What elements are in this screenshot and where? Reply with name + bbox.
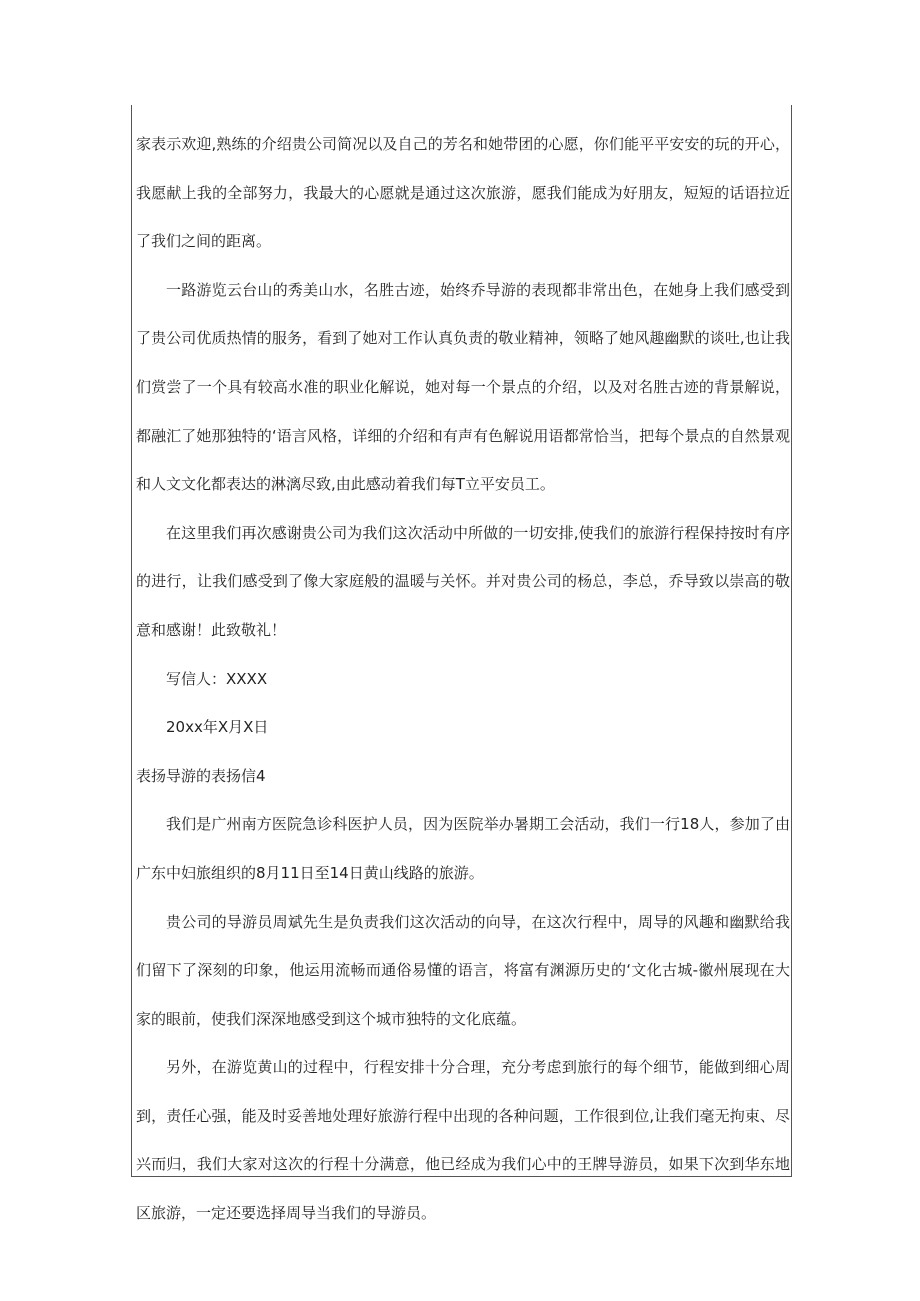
letter-signature: 写信人：XXXX xyxy=(166,669,268,688)
paragraph-tour-praise: 一路游览云台山的秀美山水，名胜古迹，始终乔导游的表现都非常出色，在她身上我们感受到了贵公司优质热情的服务，看到了她对工作认真负责的敬业精神，领略了她风趣幽默的谈吐,也让我们赏尝了一个具有较高水准的职业化解说，她对每一个景点的介绍，以及对名胜古迹的背景解说，都融汇了她那独特的‘语言风格，详细的介绍和有声有色解说用语都常恰当，把每个景点的自然景观和人文文化都表达的淋漓尽致,由此感动着我们每T立平安员工。 xyxy=(136,280,790,494)
letter-body xyxy=(136,120,790,1238)
section-heading: 表扬导游的表扬信4 xyxy=(136,766,266,785)
paragraph-guide: 贵公司的导游员周斌先生是负责我们这次活动的向导，在这次行程中，周导的风趣和幽默给我们留下了深刻的印象，他运用流畅而通俗易懂的语言，将富有渊源历史的‘文化古城-徽州展现在大家的眼前，使我们深深地感受到这个城市独特的文化底蕴。 xyxy=(136,912,790,1028)
paragraph-itinerary: 另外，在游览黄山的过程中，行程安排十分合理，充分考虑到旅行的每个细节，能做到细心周到，责任心强，能及时妥善地处理好旅游行程中出现的各种问题，工作很到位,让我们毫无拘束、尽兴而归，我们大家对这次的行程十分满意，他已经成为我们心中的王牌导游员，如果下次到华东地区旅游，一定还要选择周导当我们的导游员。 xyxy=(136,1058,790,1223)
paragraph-thanks: 在这里我们再次感谢贵公司为我们这次活动中所做的一切安排,使我们的旅游行程保持按时有序的进行，让我们感受到了像大家庭般的温暖与关怀。并对贵公司的杨总，李总，乔导致以崇高的敬意和感谢！此致敬礼！ xyxy=(136,523,790,639)
paragraph-welcome: 家表示欢迎,熟练的介绍贵公司简况以及自己的芳名和她带团的心愿，你们能平平安安的玩的开心，我愿献上我的全部努力，我最大的心愿就是通过这次旅游，愿我们能成为好朋友，短短的话语拉近了我们之间的距离。 xyxy=(136,135,790,251)
letter-date: 20xx年X月X日 xyxy=(166,718,269,737)
paragraph-intro: 我们是广州南方医院急诊科医护人员，因为医院举办暑期工会活动，我们一行18人，参加了由广东中妇旅组织的8月11日至14日黄山线路的旅游。 xyxy=(136,815,790,882)
